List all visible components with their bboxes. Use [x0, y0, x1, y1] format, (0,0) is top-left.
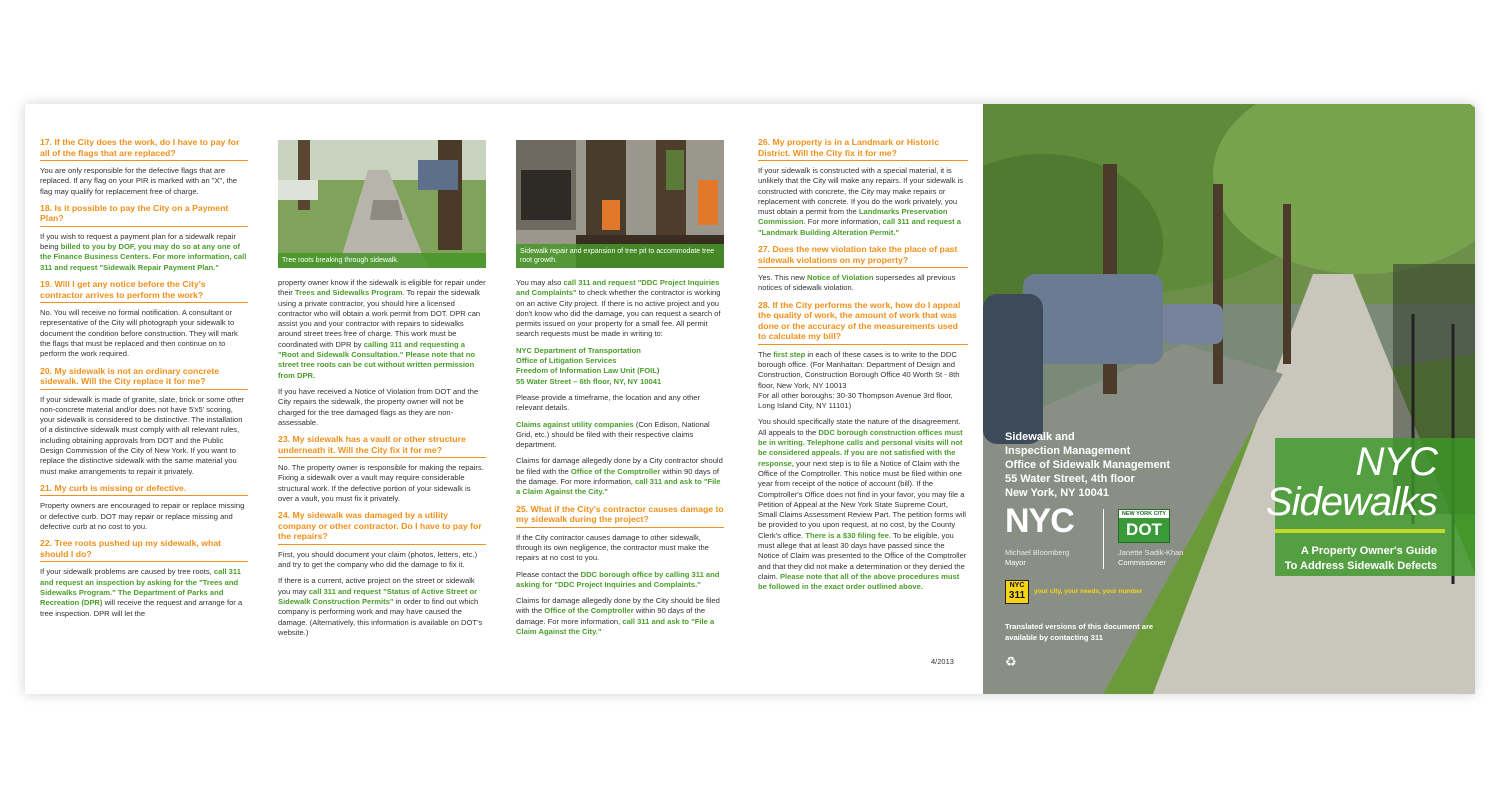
answer-25-text-2: Claims for damage allegedly done by the City should be filed with the — [516, 596, 720, 616]
answer-28-text-3: your next step is to file a Notice of Claim with the Office of the Comptroller. This notice must be filed within one year from receipt of the notice of account (bill). If the Comptroller's Office does not find in your favor, you may file a Petition of Appeal at the New York State Supreme Court, Small Claims Assessment Review Part. The petition forms will be provided to you upon request, at no cost, by the County Clerk's office. — [758, 458, 966, 540]
column-4 — [758, 137, 968, 599]
commissioner-name: Janette Sadik-Khan — [1118, 548, 1184, 557]
foil-address-line-2: Office of Litigation Services — [516, 356, 617, 366]
file-claim-label: call 311 and ask to "File a Claim Against the City." — [516, 477, 721, 497]
answer-28-other-boroughs: For all other boroughs: 30-30 Thompson Avenue 3rd floor, Long Island City, NY 11101) — [758, 390, 953, 411]
org-line-3: Office of Sidewalk Management — [1005, 459, 1171, 471]
filing-fee: There is a $30 filing fee. — [805, 530, 891, 540]
org-block — [1005, 430, 1170, 500]
answer-25-file-claim: call 311 and ask to "File a Claim Against the City." — [516, 616, 715, 637]
question-21: 21. My curb is missing or defective. — [40, 483, 248, 497]
column-1 — [40, 137, 248, 625]
nyc311-logo — [1005, 580, 1029, 604]
answer-28-manhattan: in each of these cases is to write to the DDC borough office. (For Manhattan: Department of Design and Construction, Construction Borough Office 40 Worth St - 8th floor, New York, NY 10013 — [758, 349, 960, 390]
answer-21: Property owners are encouraged to repair or replace missing or defective curb. DOT may repair or replace missing and defective curb at no cost to you. — [40, 501, 245, 532]
question-22: 22. Tree roots pushed up my sidewalk, what should I do? — [40, 538, 248, 562]
commissioner-title: Commissioner — [1118, 558, 1166, 567]
cover-title — [1266, 442, 1437, 522]
answer-25-part-1: If the City contractor causes damage to other sidewalk, through its own negligence, the contractor must make the repairs at no cost to you. — [516, 532, 709, 563]
question-18: 18. Is it possible to pay the City on a Payment Plan? — [40, 203, 248, 227]
photo-caption-2: Sidewalk repair and expansion of tree pit to accommodate tree root growth. — [516, 244, 724, 268]
question-19: 19. Will I get any notice before the City's contractor arrives to perform the work? — [40, 279, 248, 303]
col2-paragraph-2: If you have received a Notice of Violation from DOT and the City repairs the sidewalk, the property owner will not be charged for the tree damaged flags as they are non-assessable. — [278, 386, 479, 427]
column-2 — [278, 278, 486, 644]
answer-24-part-1: First, you should document your claim (photos, letters, etc.) and try to get the company who did the damage to fix it. — [278, 549, 478, 570]
tree-roots-photo — [278, 140, 486, 268]
answer-18-highlight: billed to you by DOF, you may do so at any one of the Finance Business Centers. For more information, call 311 and request "Sidewalk Repair Payment Plan." — [40, 242, 247, 272]
answer-25-part-2 — [516, 570, 724, 591]
dot-logo-top: NEW YORK CITY — [1121, 511, 1167, 517]
answer-28-highlight: DDC borough construction offices must be in writing. Telephone calls and personal visits will not be considered appeals. If you are not satisfied with the response, — [758, 427, 963, 468]
answer-26 — [758, 166, 968, 238]
translated-note: Translated versions of this document are available by contacting 311 — [1005, 622, 1154, 642]
date-label: 4/2013 — [931, 657, 954, 666]
org-line-4: 55 Water Street, 4th floor — [1005, 473, 1135, 485]
answer-26-text: If your sidewalk is constructed with a special material, it is unlikely that the City will make any repairs. If your sidewalk is constructed with concrete, the City may make repairs or replacement with concrete. If you do the work privately, you must obtain a permit from the — [758, 166, 964, 217]
cover-title-line-2: Sidewalks — [1265, 480, 1437, 524]
col3-paragraph-2: Please provide a timeframe, the location and any other relevant details. — [516, 392, 701, 413]
col2-p1-program: Trees and Sidewalks Program — [294, 288, 403, 298]
cover-panel — [983, 104, 1475, 694]
question-26: 26. My property is in a Landmark or Historic District. Will the City fix it for me? — [758, 137, 968, 161]
answer-22 — [40, 567, 248, 618]
answer-19: No. You will receive no formal notification. A consultant or representative of the City will photograph your sidewalk to document the condition before construction. They will mark the flags that must be replaced and then continue on to perform the work required. — [40, 308, 238, 359]
answer-24-text-end: in order to find out which company is performing work and may have caused the damage. (Alternatively, this information is available on DOT's website.) — [278, 597, 483, 637]
mayor-name: Michael Bloomberg — [1005, 548, 1070, 557]
column-3 — [516, 278, 724, 643]
answer-28-text-4: To be eligible, you must allege that at least 30 days have passed since the Notice of Claim was presented to the Office of the Comptroller and that they did not make a determination or they denied the claim. — [758, 530, 967, 581]
col3-paragraph-3 — [516, 420, 724, 451]
foil-address-line-4: 55 Water Street – 6th floor, NY, NY 10041 — [516, 376, 662, 386]
col3-p4-text: Claims for damage allegedly done by a City contractor should be filed with the — [516, 456, 723, 476]
col3-p1-highlight: call 311 and request "DDC Project Inquiries and Complaints" — [516, 278, 720, 298]
foil-address-line-1: NYC Department of Transportation — [516, 345, 641, 355]
answer-18 — [40, 232, 248, 273]
nyc-logo: NYC — [1005, 502, 1074, 540]
answer-17: You are only responsible for the defective flags that are replaced. If any flag on your PIR is marked with an "X", the flag may qualify for replacement free of charge. — [40, 166, 238, 196]
answer-28-note: Please note that all of the above procedures must be followed in the exact order outlined above. — [758, 571, 960, 592]
answer-27-text-2: supersedes all previous notices of sidewalk violation. — [758, 273, 956, 293]
answer-22-text: If your sidewalk problems are caused by tree roots, — [40, 567, 214, 577]
cover-subtitle-line-1: A Property Owner's Guide — [1300, 545, 1437, 557]
answer-25-part-3 — [516, 596, 724, 637]
notice-of-violation: Notice of Violation — [806, 273, 874, 283]
mayor-title: Mayor — [1005, 558, 1026, 567]
col2-p1-highlight: calling 311 and requesting a "Root and Sidewalk Consultation." Please note that no street tree roots can be cut without written permission from DPR. — [278, 339, 476, 380]
answer-18-text: If you wish to request a payment plan for a sidewalk repair being — [40, 231, 236, 252]
question-28: 28. If the City performs the work, how do I appeal the quality of work, the amount of work that was done or the accuracy of the measurements used to calculate my bill? — [758, 300, 968, 345]
answer-28-part-2 — [758, 417, 968, 592]
question-25: 25. What if the City's contractor causes damage to my sidewalk during the project? — [516, 504, 724, 528]
photo-caption-1: Tree roots breaking through sidewalk. — [278, 253, 486, 268]
answer-24-highlight: call 311 and request "Status of Active Street or Sidewalk Construction Permits" — [278, 586, 478, 607]
answer-25-comptroller: Office of the Comptroller — [544, 606, 634, 616]
answer-24-part-2 — [278, 576, 486, 638]
nyc311-logo-number: 311 — [1008, 590, 1026, 601]
answer-27 — [758, 273, 968, 294]
answer-22-highlight: call 311 and request an inspection by asking for the "Trees and Sidewalks Program." The Department of Parks and Recreation (DPR) — [40, 567, 241, 608]
nyc311-logo-top: NYC — [1009, 582, 1025, 589]
answer-22-text-end: will receive the request and arrange for a tree inspection. DPR will let the — [40, 598, 243, 618]
answer-20: If your sidewalk is made of granite, slate, brick or some other non-concrete material and/or does not have 5'x5' scoring, your sidewalk is considered to be distinctive. The installation of a distinctive sidewalk must comply with all relevant rules, including obtaining approvals from DOT and the Public Design Commission of the City of New York. If you want to replace the distinctive sidewalk with the same material you must make arrangements to repair it privately. — [40, 394, 245, 476]
brochure-sheet — [25, 104, 1475, 694]
answer-25-highlight: DDC borough office by calling 311 and asking for "DDC Project Inquiries and Complaints." — [516, 569, 720, 589]
org-line-2: Inspection Management — [1005, 445, 1131, 457]
comptroller-label: Office of the Comptroller — [570, 466, 661, 476]
question-17: 17. If the City does the work, do I have to pay for all of the flags that are replaced? — [40, 137, 248, 161]
logo-divider — [1103, 509, 1104, 569]
cover-title-line-1: NYC — [1355, 440, 1437, 484]
col2-p1-text-2: . To repair the sidewalk using a private contractor, you should hire a licensed contractor who will obtain a work permit from DOT. DPR can assist you and your contractor with repairs to sidewalks around street trees free of charge. This work must be coordinated with DPR by — [278, 288, 481, 349]
cover-subtitle — [1285, 544, 1437, 574]
dot-logo — [1118, 509, 1170, 543]
answer-28-part-1 — [758, 350, 968, 412]
answer-26-text-2: . For more information, — [803, 217, 883, 227]
org-line-1: Sidewalk and — [1005, 431, 1075, 443]
question-20: 20. My sidewalk is not an ordinary concrete sidewalk. Will the City replace it for me? — [40, 366, 248, 390]
col2-paragraph-1 — [278, 278, 486, 381]
first-step: first step — [773, 349, 806, 359]
answer-24-text: If there is a current, active project on the street or sidewalk you may — [278, 576, 475, 596]
dot-logo-text: DOT — [1119, 518, 1169, 542]
answer-28-text-2: You should specifically state the nature of the disagreement. All appeals to the — [758, 417, 961, 437]
foil-address-line-3: Freedom of Information Law Unit (FOIL) — [516, 366, 660, 376]
answer-27-text: Yes. This new — [758, 273, 807, 283]
col3-paragraph-1 — [516, 278, 724, 340]
recycle-icon: ♻ — [1005, 654, 1017, 669]
sidewalk-repair-photo — [516, 140, 724, 268]
question-27: 27. Does the new violation take the place of past sidewalk violations on my property? — [758, 244, 968, 268]
question-24: 24. My sidewalk was damaged by a utility company or other contractor. Do I have to pay for the repairs? — [278, 510, 486, 545]
answer-25-text-3: within 90 days of the damage. For more information, — [516, 606, 706, 626]
answer-23: No. The property owner is responsible for making the repairs. Fixing a sidewalk over a vault may require considerable structural work. If the defective portion of your sidewalk is over a vault, you must fix it privately. — [278, 463, 484, 504]
foil-address — [516, 346, 724, 387]
question-23: 23. My sidewalk has a vault or other structure underneath it. Will the City fix it for me? — [278, 434, 486, 458]
utility-claims-label: Claims against utility companies — [516, 419, 634, 429]
col3-p1-text-2: to check whether the contractor is working on an active City project. If there is no active project and you don't know who did the damage, you can request a search of permits issued on your property for a small fee. All permit search requests must be made in writing to: — [516, 288, 721, 339]
nyc311-tagline: your city, your needs, your number — [1034, 588, 1143, 595]
col3-p3-text: (Con Edison, National Grid, etc.) should be filed with their respective claims department. — [516, 419, 710, 450]
answer-26-highlight: call 311 and request a "Landmark Building Alteration Permit." — [758, 217, 962, 237]
col3-p1-text: You may also — [516, 278, 564, 287]
tree-roots-illustration — [278, 140, 486, 268]
org-line-5: New York, NY 10041 — [1005, 487, 1109, 499]
col3-p4-text-2: within 90 days of the damage. For more information, — [516, 466, 720, 487]
cover-subtitle-line-2: To Address Sidewalk Defects — [1284, 560, 1437, 572]
answer-28-text: The — [758, 349, 774, 359]
title-underline — [1275, 529, 1445, 533]
sidewalk-scene-illustration — [983, 104, 1475, 694]
col2-p1-text: property owner know if the sidewalk is eligible for repair under their — [278, 278, 486, 298]
landmarks-commission: Landmarks Preservation Commission — [758, 207, 948, 227]
answer-25-text: Please contact the — [516, 569, 581, 579]
col3-paragraph-4 — [516, 456, 724, 497]
